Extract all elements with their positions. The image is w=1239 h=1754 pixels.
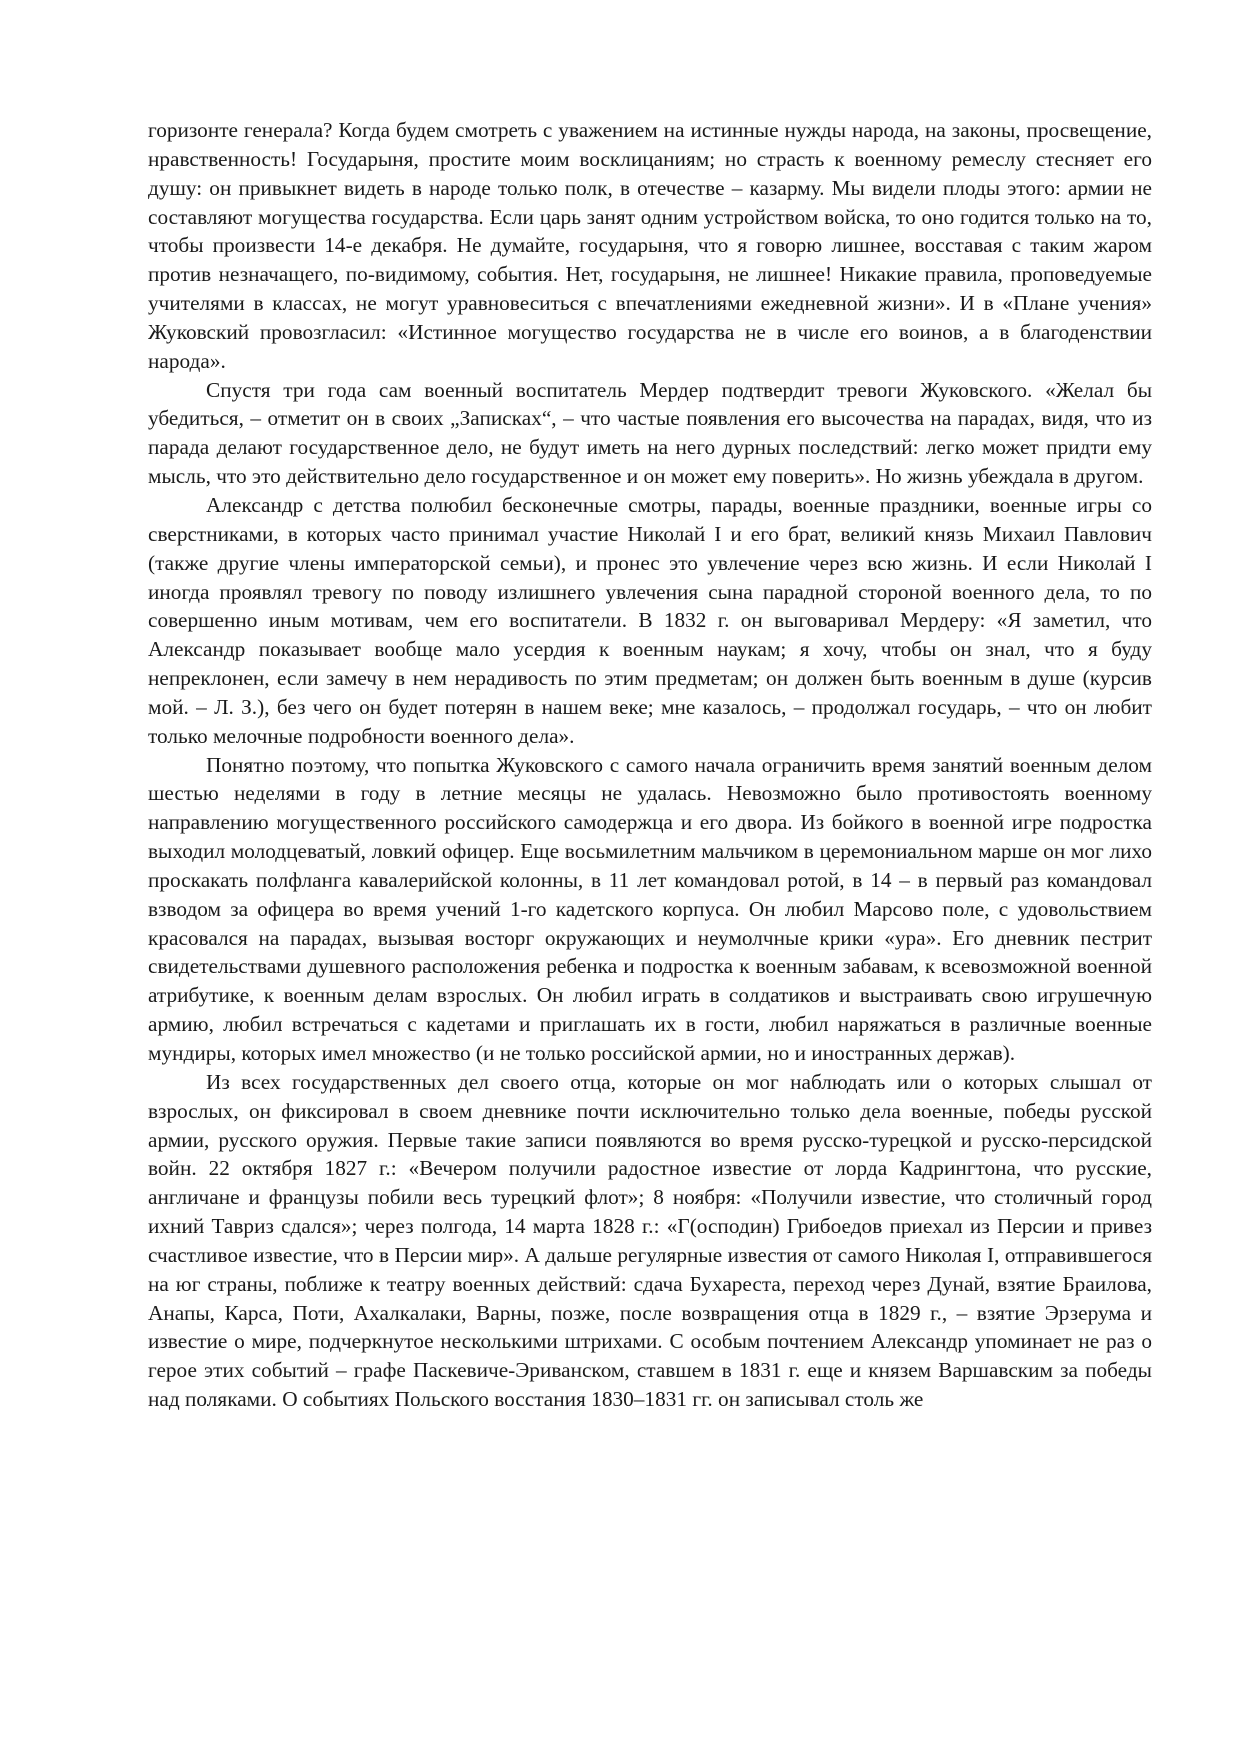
paragraph-2: Спустя три года сам военный воспитатель Мердер подтвердит тревоги Жуковского. «Желал бы убедиться, – отметит он в своих „Записках“, – что частые появления его высочества на парадах, видя, что из парада делают государственное дело, не будут иметь на него дурных последствий: легко может придти ему мысль, что это действительно дело государственное и он может ему поверить». Но жизнь убеждала в другом.	[148, 377, 1152, 489]
paragraph-4: Понятно поэтому, что попытка Жуковского с самого начала ограничить время занятий военным делом шестью неделями в году в летние месяцы не удалась. Невозможно было противостоять военному направлению могущественного российского самодержца и его двора. Из бойкого в военной игре подростка выходил молодцеватый, ловкий офицер. Еще восьмилетним мальчиком в церемониальном марше он мог лихо проскакать полфланга кавалерийской колонны, в 11 лет командовал ротой, в 14 – в первый раз командовал взводом за офицера во время учений 1-го кадетского корпуса. Он любил Марсово поле, с удовольствием красовался на парадах, вызывая восторг окружающих и неумолчные крики «ура». Его дневник пестрит свидетельствами душевного расположения ребенка и подростка к военным забавам, к всевозможной военной атрибутике, к военным делам взрослых. Он любил играть в солдатиков и выстраивать свою игрушечную армию, любил встречаться с кадетами и приглашать их в гости, любил наряжаться в различные военные мундиры, которых имел множество (и не только российской армии, но и иностранных держав).	[148, 752, 1152, 1065]
paragraph-5: Из всех государственных дел своего отца, которые он мог наблюдать или о которых слышал от взрослых, он фиксировал в своем дневнике почти исключительно только дела военные, победы русской армии, русского оружия. Первые такие записи появляются во время русско-турецкой и русско-персидской войн. 22 октября 1827 г.: «Вечером получили радостное известие от лорда Кадрингтона, что русские, англичане и французы побили весь турецкий флот»; 8 ноября: «Получили известие, что столичный город ихний Тавриз сдался»; через полгода, 14 марта 1828 г.: «Г(осподин) Грибоедов приехал из Персии и привез счастливое известие, что в Персии мир». А дальше регулярные известия от самого Николая I, отправившегося на юг страны, поближе к театру военных действий: сдача Бухареста, переход через Дунай, взятие Браилова, Анапы, Карса, Поти, Ахалкалаки, Варны, позже, после возвращения отца в 1829 г., – взятие Эрзерума и известие о мире, подчеркнутое несколькими штрихами. С особым почтением Александр упоминает не раз о герое этих событий – графе Паскевиче-Эриванском, ставшем в 1831 г. еще и князем Варшавским за победы над поляками. О событиях Польского восстания 1830–1831 гг. он записывал столь же	[148, 1069, 1152, 1412]
document-page	[148, 116, 1152, 1414]
paragraph-3: Александр с детства полюбил бесконечные смотры, парады, военные праздники, военные игры со сверстниками, в которых часто принимал участие Николай I и его брат, великий князь Михаил Павлович (также другие члены императорской семьи), и пронес это увлечение через всю жизнь. И если Николай I иногда проявлял тревогу по поводу излишнего увлечения сына парадной стороной военного дела, то по совершенно иным мотивам, чем его воспитатели. В 1832 г. он выговаривал Мердеру: «Я заметил, что Александр показывает вообще мало усердия к военным наукам; я хочу, чтобы он знал, что я буду непреклонен, если замечу в нем нерадивость по этим предметам; он должен быть военным в душе (курсив мой. – Л. З.), без чего он будет потерян в нашем веке; мне казалось, – продолжал государь, – что он любит только мелочные подробности военного дела».	[148, 492, 1152, 748]
paragraph-1: горизонте генерала? Когда будем смотреть с уважением на истинные нужды народа, на законы, просвещение, нравственность! Государыня, простите моим восклицаниям; но страсть к военному ремеслу стесняет его душу: он привыкнет видеть в народе только полк, в отечестве – казарму. Мы видели плоды этого: армии не составляют могущества государства. Если царь занят одним устройством войска, то оно годится только на то, чтобы произвести 14-е декабря. Не думайте, государыня, что я говорю лишнее, восставая с таким жаром против незначащего, по-видимому, события. Нет, государыня, не лишнее! Никакие правила, проповедуемые учителями в классах, не могут уравновеситься с впечатлениями ежедневной жизни». И в «Плане учения» Жуковский провозгласил: «Истинное могущество государства не в числе его воинов, а в благоденствии народа».	[148, 118, 1152, 373]
